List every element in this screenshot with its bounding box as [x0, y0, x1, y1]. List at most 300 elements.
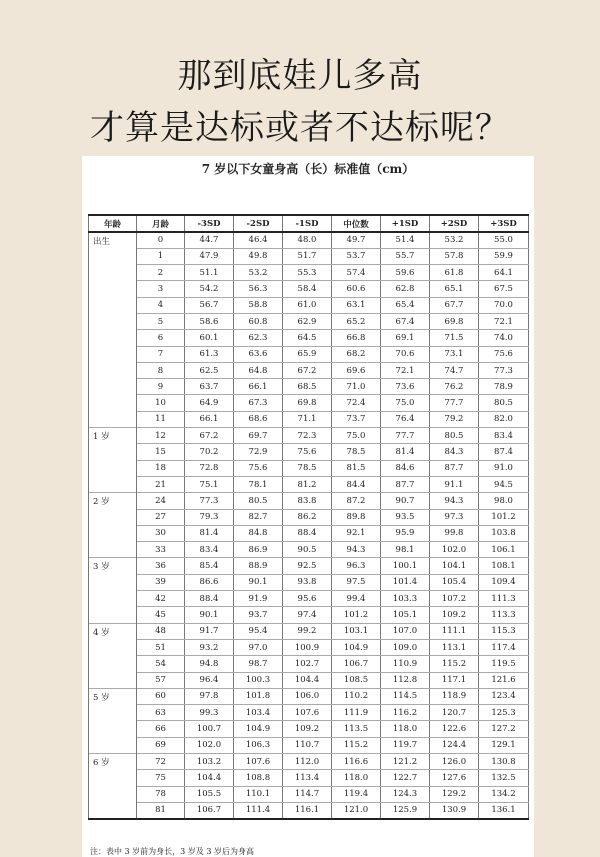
month-cell: 36: [137, 558, 185, 574]
column-header: 中位数: [332, 215, 381, 232]
value-cell: 81.4: [381, 444, 430, 460]
value-cell: 65.4: [381, 297, 430, 313]
value-cell: 55.3: [283, 265, 332, 281]
value-cell: 77.7: [430, 395, 479, 411]
value-cell: 96.4: [185, 672, 234, 688]
value-cell: 112.0: [283, 754, 332, 770]
value-cell: 57.4: [332, 265, 381, 281]
value-cell: 72.1: [381, 362, 430, 378]
table-footnote: 注：表中 3 岁前为身长，3 岁及 3 岁后为身高: [90, 847, 254, 856]
age-cell: 2 岁: [89, 493, 137, 509]
value-cell: 108.8: [234, 770, 283, 786]
table-row: [89, 623, 529, 639]
table-row: [89, 558, 529, 574]
value-cell: 87.7: [381, 476, 430, 492]
value-cell: 69.8: [430, 313, 479, 329]
value-cell: 82.0: [479, 411, 529, 427]
month-cell: 72: [137, 754, 185, 770]
value-cell: 75.0: [332, 428, 381, 444]
table-row: [89, 688, 529, 704]
value-cell: 107.2: [430, 591, 479, 607]
value-cell: 90.5: [283, 542, 332, 558]
value-cell: 104.9: [234, 721, 283, 737]
value-cell: 84.3: [430, 444, 479, 460]
value-cell: 91.7: [185, 623, 234, 639]
month-cell: 48: [137, 623, 185, 639]
value-cell: 121.2: [381, 754, 430, 770]
month-cell: 42: [137, 591, 185, 607]
value-cell: 66.1: [185, 411, 234, 427]
value-cell: 100.9: [283, 639, 332, 655]
value-cell: 70.2: [185, 444, 234, 460]
age-cell: [89, 770, 137, 786]
table-row: [89, 346, 529, 362]
age-cell: [89, 705, 137, 721]
age-cell: [89, 672, 137, 688]
value-cell: 107.6: [234, 754, 283, 770]
month-cell: 69: [137, 737, 185, 753]
value-cell: 51.4: [381, 232, 430, 248]
value-cell: 83.4: [479, 428, 529, 444]
value-cell: 120.7: [430, 705, 479, 721]
age-cell: 6 岁: [89, 754, 137, 770]
month-cell: 5: [137, 313, 185, 329]
value-cell: 94.5: [479, 476, 529, 492]
table-row: [89, 281, 529, 297]
value-cell: 80.5: [430, 428, 479, 444]
value-cell: 130.9: [430, 802, 479, 818]
value-cell: 72.8: [185, 460, 234, 476]
value-cell: 60.1: [185, 330, 234, 346]
value-cell: 92.1: [332, 525, 381, 541]
value-cell: 90.7: [381, 493, 430, 509]
value-cell: 79.2: [430, 411, 479, 427]
value-cell: 115.3: [479, 623, 529, 639]
value-cell: 104.9: [332, 639, 381, 655]
value-cell: 47.9: [185, 248, 234, 264]
value-cell: 59.9: [479, 248, 529, 264]
value-cell: 115.2: [332, 737, 381, 753]
value-cell: 58.8: [234, 297, 283, 313]
value-cell: 58.6: [185, 313, 234, 329]
value-cell: 68.6: [234, 411, 283, 427]
age-cell: 3 岁: [89, 558, 137, 574]
value-cell: 91.0: [479, 460, 529, 476]
value-cell: 63.7: [185, 379, 234, 395]
value-cell: 51.7: [283, 248, 332, 264]
month-cell: 7: [137, 346, 185, 362]
value-cell: 93.7: [234, 607, 283, 623]
month-cell: 11: [137, 411, 185, 427]
month-cell: 30: [137, 525, 185, 541]
value-cell: 55.0: [479, 232, 529, 248]
value-cell: 55.7: [381, 248, 430, 264]
value-cell: 118.0: [332, 770, 381, 786]
column-header: -1SD: [283, 215, 332, 232]
value-cell: 65.2: [332, 313, 381, 329]
girls-height-table: [88, 214, 529, 820]
month-cell: 78: [137, 786, 185, 802]
month-cell: 21: [137, 476, 185, 492]
age-cell: [89, 297, 137, 313]
value-cell: 67.2: [283, 362, 332, 378]
value-cell: 72.4: [332, 395, 381, 411]
value-cell: 119.4: [332, 786, 381, 802]
age-cell: [89, 542, 137, 558]
value-cell: 110.2: [332, 688, 381, 704]
table-row: [89, 428, 529, 444]
value-cell: 60.8: [234, 313, 283, 329]
value-cell: 101.8: [234, 688, 283, 704]
table-row: [89, 525, 529, 541]
age-cell: [89, 346, 137, 362]
value-cell: 61.3: [185, 346, 234, 362]
value-cell: 75.6: [283, 444, 332, 460]
value-cell: 106.7: [185, 802, 234, 818]
value-cell: 104.4: [283, 672, 332, 688]
value-cell: 75.6: [479, 346, 529, 362]
value-cell: 73.7: [332, 411, 381, 427]
value-cell: 116.6: [332, 754, 381, 770]
value-cell: 63.6: [234, 346, 283, 362]
value-cell: 104.4: [185, 770, 234, 786]
value-cell: 79.3: [185, 509, 234, 525]
value-cell: 99.2: [283, 623, 332, 639]
table-row: [89, 802, 529, 818]
value-cell: 51.1: [185, 265, 234, 281]
column-header: -3SD: [185, 215, 234, 232]
table-row: [89, 591, 529, 607]
value-cell: 64.1: [479, 265, 529, 281]
value-cell: 129.2: [430, 786, 479, 802]
value-cell: 105.5: [185, 786, 234, 802]
value-cell: 63.1: [332, 297, 381, 313]
age-cell: [89, 379, 137, 395]
value-cell: 102.7: [283, 656, 332, 672]
value-cell: 98.7: [234, 656, 283, 672]
value-cell: 95.4: [234, 623, 283, 639]
value-cell: 91.1: [430, 476, 479, 492]
value-cell: 106.0: [283, 688, 332, 704]
month-cell: 15: [137, 444, 185, 460]
table-row: [89, 444, 529, 460]
value-cell: 126.0: [430, 754, 479, 770]
table-row: [89, 721, 529, 737]
month-cell: 9: [137, 379, 185, 395]
table-row: [89, 656, 529, 672]
table-row: [89, 297, 529, 313]
value-cell: 119.5: [479, 656, 529, 672]
month-cell: 81: [137, 802, 185, 818]
month-cell: 12: [137, 428, 185, 444]
table-row: [89, 265, 529, 281]
value-cell: 112.8: [381, 672, 430, 688]
value-cell: 86.2: [283, 509, 332, 525]
month-cell: 54: [137, 656, 185, 672]
value-cell: 89.8: [332, 509, 381, 525]
table-header-row: [89, 215, 529, 232]
value-cell: 49.7: [332, 232, 381, 248]
age-cell: [89, 737, 137, 753]
age-cell: [89, 248, 137, 264]
value-cell: 98.0: [479, 493, 529, 509]
value-cell: 88.4: [185, 591, 234, 607]
age-cell: [89, 802, 137, 818]
value-cell: 58.4: [283, 281, 332, 297]
value-cell: 81.5: [332, 460, 381, 476]
age-cell: [89, 525, 137, 541]
value-cell: 86.9: [234, 542, 283, 558]
column-header: +1SD: [381, 215, 430, 232]
age-cell: [89, 656, 137, 672]
value-cell: 67.7: [430, 297, 479, 313]
value-cell: 67.4: [381, 313, 430, 329]
value-cell: 62.3: [234, 330, 283, 346]
value-cell: 97.8: [185, 688, 234, 704]
column-header: +2SD: [430, 215, 479, 232]
value-cell: 98.1: [381, 542, 430, 558]
value-cell: 110.7: [283, 737, 332, 753]
table-row: [89, 574, 529, 590]
value-cell: 78.1: [234, 476, 283, 492]
value-cell: 109.2: [283, 721, 332, 737]
age-cell: [89, 330, 137, 346]
value-cell: 115.2: [430, 656, 479, 672]
table-body: [89, 232, 529, 819]
value-cell: 106.3: [234, 737, 283, 753]
value-cell: 64.9: [185, 395, 234, 411]
value-cell: 71.0: [332, 379, 381, 395]
age-cell: [89, 460, 137, 476]
value-cell: 81.2: [283, 476, 332, 492]
value-cell: 83.8: [283, 493, 332, 509]
value-cell: 100.1: [381, 558, 430, 574]
month-cell: 24: [137, 493, 185, 509]
column-header: 年龄: [89, 215, 137, 232]
value-cell: 62.8: [381, 281, 430, 297]
value-cell: 124.4: [430, 737, 479, 753]
value-cell: 53.7: [332, 248, 381, 264]
value-cell: 97.4: [283, 607, 332, 623]
value-cell: 123.4: [479, 688, 529, 704]
value-cell: 68.2: [332, 346, 381, 362]
age-cell: [89, 607, 137, 623]
value-cell: 56.7: [185, 297, 234, 313]
table-row: [89, 607, 529, 623]
age-cell: [89, 362, 137, 378]
table-row: [89, 232, 529, 248]
age-cell: 出生: [89, 232, 137, 248]
value-cell: 105.4: [430, 574, 479, 590]
value-cell: 78.5: [332, 444, 381, 460]
value-cell: 72.9: [234, 444, 283, 460]
value-cell: 109.0: [381, 639, 430, 655]
age-cell: [89, 265, 137, 281]
value-cell: 109.2: [430, 607, 479, 623]
month-cell: 57: [137, 672, 185, 688]
value-cell: 130.8: [479, 754, 529, 770]
value-cell: 97.5: [332, 574, 381, 590]
value-cell: 93.5: [381, 509, 430, 525]
value-cell: 80.5: [479, 395, 529, 411]
value-cell: 96.3: [332, 558, 381, 574]
headline-line-2: 才算是达标或者不达标呢？: [90, 108, 510, 148]
value-cell: 72.3: [283, 428, 332, 444]
value-cell: 97.3: [430, 509, 479, 525]
value-cell: 94.3: [430, 493, 479, 509]
value-cell: 103.2: [185, 754, 234, 770]
table-row: [89, 542, 529, 558]
value-cell: 110.1: [234, 786, 283, 802]
value-cell: 84.4: [332, 476, 381, 492]
month-cell: 18: [137, 460, 185, 476]
value-cell: 61.0: [283, 297, 332, 313]
value-cell: 100.3: [234, 672, 283, 688]
month-cell: 2: [137, 265, 185, 281]
month-cell: 8: [137, 362, 185, 378]
value-cell: 102.0: [430, 542, 479, 558]
table-row: [89, 411, 529, 427]
age-cell: [89, 591, 137, 607]
month-cell: 39: [137, 574, 185, 590]
table-row: [89, 248, 529, 264]
value-cell: 73.1: [430, 346, 479, 362]
table-row: [89, 476, 529, 492]
value-cell: 122.6: [430, 721, 479, 737]
value-cell: 100.7: [185, 721, 234, 737]
month-cell: 1: [137, 248, 185, 264]
value-cell: 103.8: [479, 525, 529, 541]
column-header: +3SD: [479, 215, 529, 232]
value-cell: 109.4: [479, 574, 529, 590]
value-cell: 73.6: [381, 379, 430, 395]
age-cell: [89, 476, 137, 492]
value-cell: 65.9: [283, 346, 332, 362]
value-cell: 124.3: [381, 786, 430, 802]
value-cell: 88.4: [283, 525, 332, 541]
age-cell: [89, 574, 137, 590]
value-cell: 102.0: [185, 737, 234, 753]
table-row: [89, 330, 529, 346]
value-cell: 110.9: [381, 656, 430, 672]
value-cell: 121.6: [479, 672, 529, 688]
value-cell: 70.6: [381, 346, 430, 362]
value-cell: 74.0: [479, 330, 529, 346]
value-cell: 62.9: [283, 313, 332, 329]
value-cell: 122.7: [381, 770, 430, 786]
value-cell: 125.9: [381, 802, 430, 818]
value-cell: 134.2: [479, 786, 529, 802]
value-cell: 67.5: [479, 281, 529, 297]
table-row: [89, 362, 529, 378]
value-cell: 66.1: [234, 379, 283, 395]
value-cell: 69.1: [381, 330, 430, 346]
month-cell: 63: [137, 705, 185, 721]
value-cell: 101.4: [381, 574, 430, 590]
headline-line-1: 那到底娃儿多高: [177, 56, 423, 96]
value-cell: 64.5: [283, 330, 332, 346]
value-cell: 106.1: [479, 542, 529, 558]
value-cell: 99.8: [430, 525, 479, 541]
value-cell: 101.2: [479, 509, 529, 525]
age-cell: [89, 313, 137, 329]
age-cell: [89, 411, 137, 427]
value-cell: 136.1: [479, 802, 529, 818]
value-cell: 48.0: [283, 232, 332, 248]
value-cell: 64.8: [234, 362, 283, 378]
value-cell: 103.4: [234, 705, 283, 721]
value-cell: 78.5: [283, 460, 332, 476]
month-cell: 10: [137, 395, 185, 411]
value-cell: 67.3: [234, 395, 283, 411]
value-cell: 61.8: [430, 265, 479, 281]
value-cell: 129.1: [479, 737, 529, 753]
value-cell: 57.8: [430, 248, 479, 264]
value-cell: 116.1: [283, 802, 332, 818]
value-cell: 76.2: [430, 379, 479, 395]
month-cell: 60: [137, 688, 185, 704]
value-cell: 117.1: [430, 672, 479, 688]
value-cell: 101.2: [332, 607, 381, 623]
age-cell: [89, 281, 137, 297]
value-cell: 87.7: [430, 460, 479, 476]
value-cell: 66.8: [332, 330, 381, 346]
month-cell: 4: [137, 297, 185, 313]
table-row: [89, 509, 529, 525]
month-cell: 33: [137, 542, 185, 558]
value-cell: 84.6: [381, 460, 430, 476]
value-cell: 70.0: [479, 297, 529, 313]
month-cell: 6: [137, 330, 185, 346]
table-row: [89, 737, 529, 753]
value-cell: 116.2: [381, 705, 430, 721]
value-cell: 127.2: [479, 721, 529, 737]
value-cell: 113.3: [479, 607, 529, 623]
value-cell: 83.4: [185, 542, 234, 558]
month-cell: 66: [137, 721, 185, 737]
age-cell: 1 岁: [89, 428, 137, 444]
value-cell: 75.1: [185, 476, 234, 492]
value-cell: 78.9: [479, 379, 529, 395]
value-cell: 71.1: [283, 411, 332, 427]
value-cell: 105.1: [381, 607, 430, 623]
value-cell: 92.5: [283, 558, 332, 574]
value-cell: 53.2: [430, 232, 479, 248]
age-cell: [89, 395, 137, 411]
value-cell: 117.4: [479, 639, 529, 655]
value-cell: 77.3: [479, 362, 529, 378]
age-cell: [89, 639, 137, 655]
month-cell: 45: [137, 607, 185, 623]
month-cell: 0: [137, 232, 185, 248]
value-cell: 46.4: [234, 232, 283, 248]
value-cell: 111.3: [479, 591, 529, 607]
value-cell: 81.4: [185, 525, 234, 541]
value-cell: 49.8: [234, 248, 283, 264]
value-cell: 56.3: [234, 281, 283, 297]
value-cell: 103.1: [332, 623, 381, 639]
value-cell: 99.4: [332, 591, 381, 607]
table-row: [89, 493, 529, 509]
value-cell: 97.0: [234, 639, 283, 655]
table-row: [89, 770, 529, 786]
age-cell: [89, 721, 137, 737]
value-cell: 113.1: [430, 639, 479, 655]
value-cell: 103.3: [381, 591, 430, 607]
value-cell: 93.2: [185, 639, 234, 655]
table-row: [89, 313, 529, 329]
value-cell: 59.6: [381, 265, 430, 281]
